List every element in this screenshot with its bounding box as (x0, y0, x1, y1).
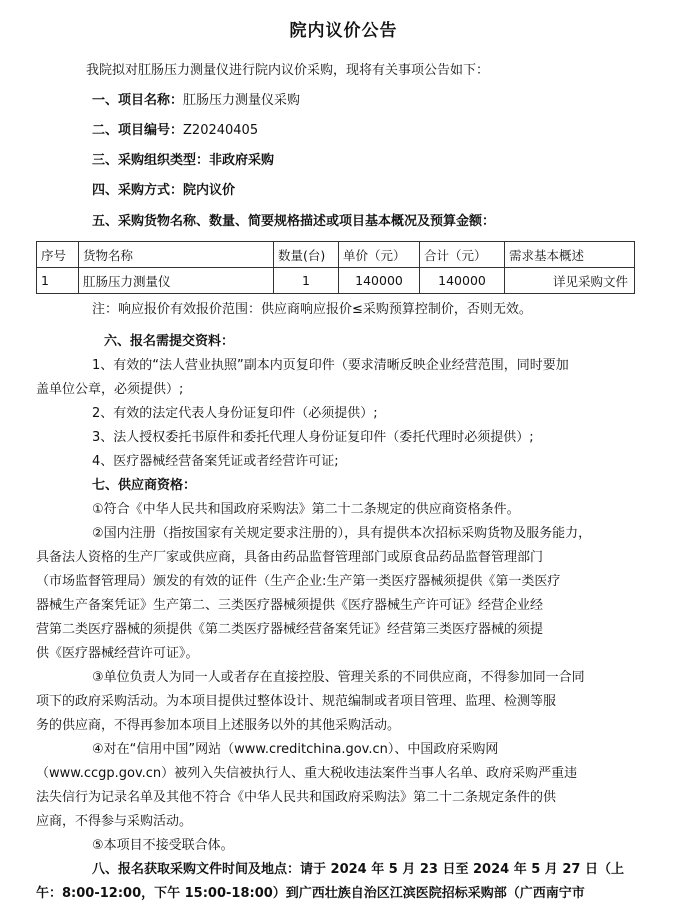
project-number-label: 二、项目编号： (92, 123, 184, 138)
project-name-label: 一、项目名称： (92, 93, 184, 108)
registration-item: 1、有效的“法人营业执照”副本内页复印件（要求清晰反映企业经营范围，同时要加 (92, 358, 569, 373)
header-cell: 合计（元） (420, 242, 505, 268)
table-cell: 140000 (420, 268, 505, 294)
header-cell: 需求基本概述 (505, 242, 635, 268)
intro-text: 我院拟对肛肠压力测量仪进行院内议价采购，现将有关事项公告如下： (86, 63, 490, 78)
table-row (37, 268, 635, 294)
section-project-name (92, 91, 300, 111)
supplier-line: 供《医疗器械经营许可证》。 (36, 646, 199, 661)
section-org-type (92, 151, 274, 171)
header-cell: 货物名称 (79, 242, 274, 268)
supplier-line: ④对在“信用中国”网站（www.creditchina.gov.cn）、中国政府采购网 (92, 742, 499, 757)
registration-item: 盖单位公章，必须提供）; (36, 382, 184, 397)
supplier-line: 具备法人资格的生产厂家或供应商，具备由药品监督管理部门或原食品药品监督管理部门 (36, 550, 544, 565)
section-registration-heading: 六、报名需提交资料： (104, 334, 235, 349)
supplier-line: （www.ccgp.gov.cn）被列入失信被执行人、重大税收违法案件当事人名单、政府采购严重违 (36, 766, 578, 781)
org-type-label: 三、采购组织类型： (92, 153, 210, 168)
section-project-number (92, 121, 258, 141)
supplier-line: 项下的政府采购活动。为本项目提供过整体设计、规范编制或者项目管理、监理、检测等服 (36, 694, 557, 709)
supplier-line: 法失信行为记录名单及其他不符合《中华人民共和国政府采购法》第二十二条规定条件的供 (36, 790, 557, 805)
table-cell: 140000 (339, 268, 420, 294)
table-cell: 1 (37, 268, 79, 294)
supplier-line: ②国内注册（指按国家有关规定要求注册的），具有提供本次招标采购货物及服务能力， (92, 526, 592, 541)
project-name-value: 肛肠压力测量仪采购 (183, 93, 301, 108)
table-cell: 详见采购文件 (505, 268, 635, 294)
table-header-row (37, 242, 635, 268)
section-goods-heading: 五、采购货物名称、数量、简要规格描述或项目基本概况及预算金额： (92, 214, 496, 229)
header-cell: 单价（元） (339, 242, 420, 268)
header-cell: 序号 (37, 242, 79, 268)
header-cell: 数量(台) (274, 242, 339, 268)
section-supplier-heading: 七、供应商资格： (92, 478, 197, 493)
supplier-line: （市场监督管理局）颁发的有效的证件（生产企业:生产第一类医疗器械须提供《第一类医疗 (36, 574, 561, 589)
supplier-line: 器械生产备案凭证》生产第二、三类医疗器械须提供《医疗器械生产许可证》经营企业经 (36, 598, 544, 613)
section-registration-place: 午：8:00-12:00，下午 15:00-18:00）到广西壮族自治区江滨医院招标采购部（广西南宁市 (36, 886, 585, 901)
supplier-line: 营第二类医疗器械的须提供《第二类医疗器械经营备案凭证》经营第三类医疗器械的须提 (36, 622, 544, 637)
section-registration-time: 八、报名获取采购文件时间及地点：请于 2024 年 5 月 23 日至 2024 年 5 月 27 日（上 (92, 862, 624, 877)
price-note: 注：响应报价有效报价范围：供应商响应报价≤采购预算控制价，否则无效。 (92, 302, 532, 317)
supplier-line: ⑤本项目不接受联合体。 (92, 838, 234, 853)
procurement-method-label: 四、采购方式： (92, 183, 184, 198)
table-cell: 1 (274, 268, 339, 294)
supplier-line: ①符合《中华人民共和国政府采购法》第二十二条规定的供应商资格条件。 (92, 502, 520, 517)
registration-item: 2、有效的法定代表人身份证复印件（必须提供）; (92, 406, 378, 421)
org-type-value: 非政府采购 (209, 153, 275, 168)
registration-item: 4、医疗器械经营备案凭证或者经营许可证; (92, 454, 339, 469)
procurement-method-value: 院内议价 (183, 183, 236, 198)
section-procurement-method (92, 181, 235, 201)
page-title: 院内议价公告 (289, 21, 398, 41)
supplier-line: 应商，不得参与采购活动。 (36, 814, 193, 829)
goods-table (36, 241, 635, 294)
project-number-value: Z20240405 (183, 123, 259, 138)
supplier-line: ③单位负责人为同一人或者存在直接控股、管理关系的不同供应商，不得参加同一合同 (92, 670, 585, 685)
table-cell: 肛肠压力测量仪 (79, 268, 274, 294)
supplier-line: 务的供应商，不得再参加本项目上述服务以外的其他采购活动。 (36, 718, 401, 733)
registration-item: 3、法人授权委托书原件和委托代理人身份证复印件（委托代理时必须提供）; (92, 430, 534, 445)
